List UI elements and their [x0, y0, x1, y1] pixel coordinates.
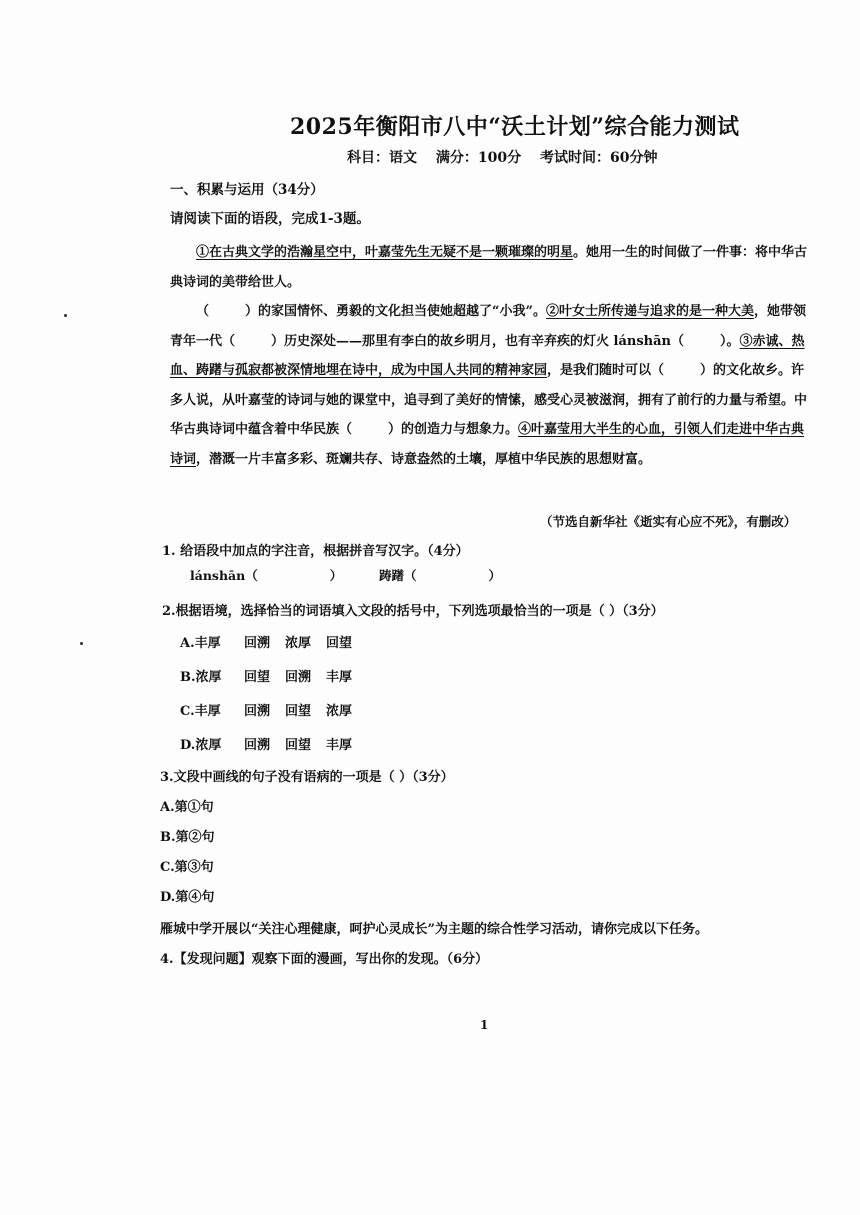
passage-text: 的家国情怀、勇毅的文化担当使她超越了“小我”。: [258, 304, 546, 319]
passage-paragraph-1: [170, 238, 815, 297]
question-1: 1. 给语段中加点的字注音，根据拼音写汉字。（4分）: [162, 544, 469, 559]
q3-option-b[interactable]: B.第②句: [160, 830, 215, 845]
passage-text: 。她用一生的时间做了一件事：将中华古典诗词的美带给世人。: [170, 245, 808, 290]
passage-text: ）的创造力与想象力。: [388, 422, 519, 437]
passage-text: ）。: [720, 333, 740, 349]
question-3: 3.文段中画线的句子没有语病的一项是（ ）（3分）: [160, 770, 454, 785]
q2-option-b[interactable]: B.浓厚 回望 回溯 丰厚: [180, 670, 353, 685]
blank-1: （ ）: [196, 304, 259, 319]
question-2: 2.根据语境，选择恰当的词语填入文段的括号中，下列选项最恰当的一项是（ ）（3分）: [162, 604, 664, 619]
sentence-3: ③赤诚、热血、踌躇与孤寂都被深情地埋在诗中，成为中国人共同的精神家园: [170, 333, 805, 378]
q2-option-d[interactable]: D.浓厚 回溯 回望 丰厚: [180, 738, 353, 753]
exam-meta: [347, 147, 671, 167]
passage-text: ，是我们随时可以（: [547, 363, 665, 378]
sentence-4: ④叶嘉莹用大半生的心血，引领人们走进中华古典诗词: [170, 422, 805, 467]
pinyin-item: lánshān（: [190, 568, 258, 583]
section-heading: 一、积累与运用（34分）: [170, 182, 324, 198]
question-1-items: lánshān（ ） 踌躇（ ）: [190, 568, 502, 583]
score-label: 满分：100分: [435, 150, 522, 166]
q2-option-a[interactable]: A.丰厚 回溯 浓厚 回望: [180, 636, 353, 651]
q3-option-a[interactable]: A.第①句: [160, 800, 214, 815]
q3-option-d[interactable]: D.第④句: [160, 890, 215, 905]
passage-text: ，潜溉一片丰富多彩、斑斓共存、诗意盎然的土壤，厚植中华民族的思想财富。: [196, 451, 652, 467]
question-4: 4.【发现问题】观察下面的漫画，写出你的发现。（6分）: [160, 952, 489, 967]
reading-instruction: 请阅读下面的语段，完成1-3题。: [170, 211, 370, 227]
passage-text: ）的文化故乡。许多人说，从叶嘉莹的诗词与她的课堂中，追寻到了美好的情愫，感受心灵被滋润，拥有了前行的力量与希望。中华古典诗词中蕴含着中华民族（: [170, 363, 808, 437]
q2-option-c[interactable]: C.丰厚 回溯 回望 浓厚: [180, 704, 353, 719]
q3-option-c[interactable]: C.第③句: [160, 860, 214, 875]
sentence-1: ①在古典文学的浩瀚星空中，叶嘉莹先生无疑不是一颗璀璨的明星: [196, 245, 574, 260]
reading-passage: [170, 238, 815, 474]
passage-paragraph-2: [170, 297, 815, 474]
activity-intro: 雁城中学开展以“关注心理健康，呵护心灵成长”为主题的综合性学习活动，请你完成以下任务。: [160, 922, 708, 937]
time-label: 考试时间：60分钟: [539, 150, 658, 166]
subject-label: 科目：语文: [347, 150, 417, 166]
scan-speck: [64, 314, 67, 317]
passage-text: ，她带领青年一代（: [170, 304, 807, 349]
sentence-2: ②叶女士所传递与追求的是一种大美: [546, 304, 755, 319]
word-item: 踌躇（: [378, 568, 417, 583]
page-number: 1: [480, 1018, 489, 1032]
exam-title: 2025年衡阳市八中“沃土计划”综合能力测试: [290, 114, 740, 140]
scan-speck: [80, 642, 83, 645]
passage-source: （节选自新华社《逝实有心应不死》，有删改）: [540, 514, 797, 529]
passage-text: ）历史深处——那里有李白的故乡明月，也有辛弃疾的灯火 lánshān（: [271, 333, 685, 349]
